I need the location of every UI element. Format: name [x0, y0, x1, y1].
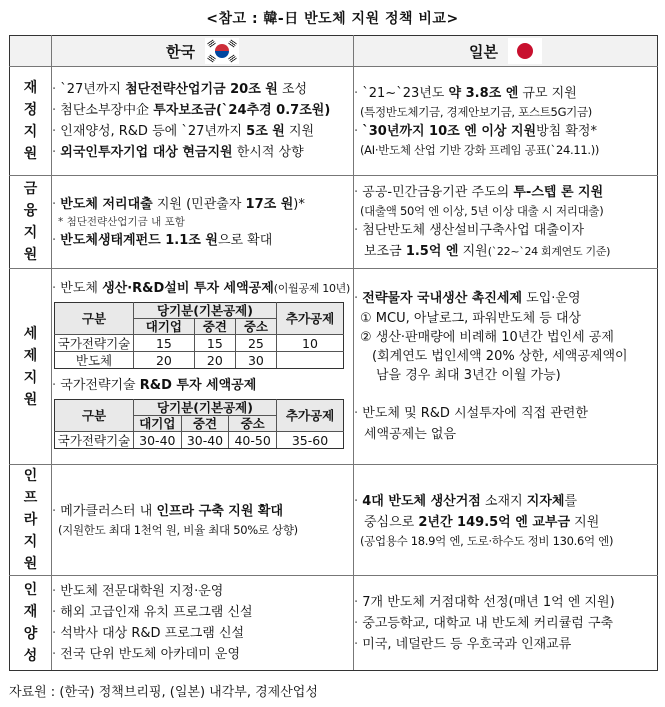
text-line	[354, 104, 657, 121]
text: 반도체	[60, 281, 103, 296]
row-talent-development	[10, 576, 658, 671]
row-label-char: 제	[23, 347, 38, 364]
emphasis-text: R&D 투자 세액공제	[139, 378, 257, 393]
text-line	[354, 385, 657, 403]
text: 중고등학교, 대학교 내 반도체 커리큘럼 구축	[362, 615, 614, 631]
text: 인재양성, R&D 등에 `27년까지	[60, 124, 247, 139]
emphasis-text: 2년간 149.5억 엔 교부금	[418, 514, 571, 530]
table-cell	[277, 352, 344, 369]
text: ① MCU, 아날로그, 파워반도체 등 대상	[360, 311, 582, 326]
emphasis-text: 투자보조금(`24추경 0.7조원)	[153, 103, 331, 118]
emphasis-text: 투-스텝 론 지원	[513, 185, 604, 200]
text-line	[52, 230, 353, 251]
emphasis-text: 17조 원	[245, 196, 294, 212]
table-cell: 15	[134, 335, 195, 352]
text-line	[52, 79, 353, 100]
text-line	[354, 328, 657, 347]
text-line	[52, 602, 353, 623]
text: * 첨단전략산업기금 내 포함	[58, 215, 185, 228]
text: 방침 확정*	[536, 124, 597, 139]
tax-credit-table	[54, 399, 344, 449]
text: 지원	[458, 244, 488, 259]
text: 지원	[570, 514, 600, 530]
table-header-cell: 구분	[55, 400, 134, 432]
text: 반도체 전문대학원 지정·운영	[60, 584, 224, 599]
japan-cell	[354, 576, 658, 671]
table-row	[55, 335, 344, 352]
text: 공공-민간금융기관 주도의	[362, 185, 514, 200]
table-row	[55, 432, 344, 449]
text: (공업용수 18.9억 엔, 도로·하수도 정비 130.6억 엔)	[360, 533, 614, 548]
text: 중심으로	[364, 514, 419, 530]
text-line	[52, 278, 353, 299]
korea-cell	[52, 576, 354, 671]
table-cell: 25	[235, 335, 276, 352]
table-header-cell: 대기업	[134, 416, 182, 432]
text: (지원한도 최대 1천억 원, 비율 최대 50%로 상향)	[58, 523, 298, 537]
row-label-char: 양	[23, 626, 38, 642]
emphasis-text: 5조 원	[246, 124, 285, 139]
text-line	[354, 121, 657, 142]
row-label-char: 지	[23, 534, 38, 550]
header-korea	[52, 36, 354, 67]
row-label	[10, 465, 52, 576]
row-label-char: 성	[23, 648, 38, 664]
table-header-cell: 중소	[229, 416, 277, 432]
row-label-char: 재	[23, 604, 38, 620]
korea-cell	[52, 465, 354, 576]
row-label-char: 지	[23, 225, 38, 241]
text-line	[354, 347, 657, 366]
table-cell: 20	[134, 352, 195, 369]
page-title: <참고 : 韓-日 반도체 지원 정책 비교>	[206, 11, 459, 27]
row-label-char: 원	[23, 146, 38, 162]
text-line	[354, 203, 657, 220]
text-line	[52, 142, 353, 163]
row-label-char: 프	[23, 490, 38, 506]
row-tax-support	[10, 269, 658, 465]
table-header-cell: 중견	[194, 319, 235, 335]
text-line	[52, 623, 353, 644]
text: )*	[293, 196, 305, 212]
row-financial-support	[10, 176, 658, 269]
emphasis-text: 1.5억 엔	[405, 244, 459, 259]
header-japan	[354, 36, 658, 67]
row-label-char: 인	[23, 582, 38, 598]
text: 소재지	[480, 493, 527, 509]
text: 7개 반도체 거점대학 선정(매년 1억 엔 지원)	[362, 594, 615, 610]
table-cell: 국가전략기술	[55, 335, 134, 352]
text-line	[354, 491, 657, 512]
emphasis-text: 전략물자 국내생산 촉진세제	[362, 291, 523, 306]
emphasis-text: 지자체	[526, 493, 565, 509]
text: 미국, 네덜란드 등 우호국과 인재교류	[362, 636, 572, 652]
row-label-char: 원	[23, 391, 38, 408]
table-header-row	[55, 400, 344, 416]
table-header-cell: 대기업	[134, 319, 195, 335]
row-label-char: 세	[23, 325, 38, 342]
source-note: 자료원 : (한국) 정책브리핑, (일본) 내각부, 경제산업성	[9, 685, 318, 700]
comparison-table	[9, 35, 658, 671]
text-line	[52, 522, 353, 539]
emphasis-text: `30년까지 10조 엔 이상 지원	[362, 124, 537, 139]
text: 세액공제는 없음	[364, 427, 457, 442]
text-line	[354, 533, 657, 550]
text-line	[52, 644, 353, 665]
text-line	[52, 100, 353, 121]
korea-cell	[52, 67, 354, 176]
emphasis-text: 반도체 저리대출	[60, 196, 153, 212]
table-header-cell: 추가공제	[277, 400, 344, 432]
row-label	[10, 269, 52, 465]
text: `27년까지	[60, 82, 126, 97]
row-label	[10, 67, 52, 176]
text: 한시적 상향	[232, 145, 304, 160]
text-line	[354, 403, 657, 424]
text-line	[354, 83, 657, 104]
tax-credit-table	[54, 302, 344, 369]
row-label-char: 재	[23, 80, 38, 96]
text-line	[52, 121, 353, 142]
table-cell: 40-50	[229, 432, 277, 449]
row-label-char: 융	[23, 203, 38, 219]
row-label-char: 원	[23, 247, 38, 263]
emphasis-text: 첨단전략산업기금 20조 원	[125, 82, 278, 97]
table-row	[55, 352, 344, 369]
text: (대출액 50억 엔 이상, 5년 이상 대출 시 저리대출)	[360, 204, 604, 218]
table-header-cell: 구분	[55, 303, 134, 335]
row-fiscal-support	[10, 67, 658, 176]
table-header-cell: 당기분(기본공제)	[134, 303, 277, 319]
korea-cell	[52, 176, 354, 269]
text: 전국 단위 반도체 아카데미 운영	[60, 647, 241, 662]
korea-flag-icon	[205, 38, 239, 64]
text-line	[354, 512, 657, 533]
text-line	[52, 375, 353, 396]
emphasis-text: 생산·R&D설비 투자 세액공제	[102, 281, 274, 296]
table-header-cell: 중견	[181, 416, 229, 432]
header-row	[10, 36, 658, 67]
japan-flag-icon	[508, 38, 542, 64]
text-line	[354, 634, 657, 655]
text-line	[52, 194, 353, 215]
row-label-char: 금	[23, 181, 38, 197]
row-label-char: 인	[23, 468, 38, 484]
text-line	[52, 581, 353, 602]
table-cell: 30	[235, 352, 276, 369]
emphasis-text: 약 3.8조 엔	[448, 86, 519, 101]
text: 지원	[284, 124, 315, 139]
table-cell: 반도체	[55, 352, 134, 369]
japan-cell	[354, 67, 658, 176]
japan-cell	[354, 176, 658, 269]
text: 를	[564, 493, 578, 509]
row-label-char: 지	[23, 369, 38, 386]
text-line	[354, 220, 657, 241]
text: 국가전략기술	[60, 378, 140, 393]
text: 도입·운영	[522, 291, 581, 306]
emphasis-text: 인프라 구축 지원 확대	[156, 504, 284, 519]
table-cell: 20	[194, 352, 235, 369]
row-label	[10, 576, 52, 671]
text: 남을 경우 최대 3년간 이월 가능)	[376, 368, 561, 383]
table-cell: 30-40	[181, 432, 229, 449]
text: 지원 (민관출자	[152, 196, 246, 212]
text: 첨단반도체 생산설비구축사업 대출이자	[362, 223, 585, 238]
text-line	[354, 288, 657, 309]
text: 메가클러스터 내	[60, 504, 157, 519]
text: 첨단소부장中企	[60, 103, 154, 118]
row-label-char: 지	[23, 124, 38, 140]
table-cell: 국가전략기술	[55, 432, 134, 449]
text: ② 생산·판매량에 비례해 10년간 법인세 공제	[360, 330, 614, 345]
table-cell: 30-40	[134, 432, 182, 449]
text-line	[354, 366, 657, 385]
header-blank	[10, 36, 52, 67]
text: 조성	[277, 82, 308, 97]
text-line	[354, 182, 657, 203]
text-line	[52, 215, 353, 230]
header-korea-label: 한국	[166, 42, 195, 61]
text: `21~`23년도	[362, 86, 449, 101]
text: 반도체 및 R&D 시설투자에 직접 관련한	[362, 406, 588, 421]
text: 보조금	[364, 244, 406, 259]
text-line	[354, 142, 657, 159]
table-cell: 10	[277, 335, 344, 352]
row-label-char: 원	[23, 556, 38, 572]
text: (이월공제 10년)	[273, 282, 351, 295]
header-japan-label: 일본	[469, 42, 498, 61]
text: (특정반도체기금, 경제안보기금, 포스트5G기금)	[360, 105, 592, 119]
japan-cell	[354, 465, 658, 576]
emphasis-text: 반도체생태계펀드 1.1조 원	[60, 232, 218, 248]
japan-cell	[354, 269, 658, 465]
row-infra-support	[10, 465, 658, 576]
text-line	[354, 424, 657, 445]
korea-cell	[52, 269, 354, 465]
table-cell: 15	[194, 335, 235, 352]
text: (회계연도 법인세액 20% 상한, 세액공제액이	[372, 349, 628, 364]
emphasis-text: 외국인투자기업 대상 현금지원	[60, 145, 233, 160]
text: 석박사 대상 R&D 프로그램 신설	[60, 626, 245, 641]
text-line	[354, 241, 657, 262]
text-line	[354, 309, 657, 328]
row-label-char: 라	[23, 512, 38, 528]
text: (`22~`24 회계연도 기준)	[487, 245, 611, 258]
text: 으로 확대	[217, 232, 273, 248]
row-label	[10, 176, 52, 269]
table-header-cell: 추가공제	[277, 303, 344, 335]
emphasis-text: 4대 반도체 생산거점	[362, 493, 481, 509]
table-header-cell: 중소	[235, 319, 276, 335]
text-line	[52, 501, 353, 522]
table-header-row	[55, 303, 344, 319]
text: 규모 지원	[518, 86, 577, 101]
text: 해외 고급인재 유치 프로그램 신설	[60, 605, 253, 620]
text-line	[354, 592, 657, 613]
text-line	[354, 613, 657, 634]
text: (AI·반도체 산업 기반 강화 프레임 공표(`24.11.))	[360, 143, 600, 157]
table-cell: 35-60	[277, 432, 344, 449]
row-label-char: 정	[23, 102, 38, 118]
table-header-cell: 당기분(기본공제)	[134, 400, 277, 416]
